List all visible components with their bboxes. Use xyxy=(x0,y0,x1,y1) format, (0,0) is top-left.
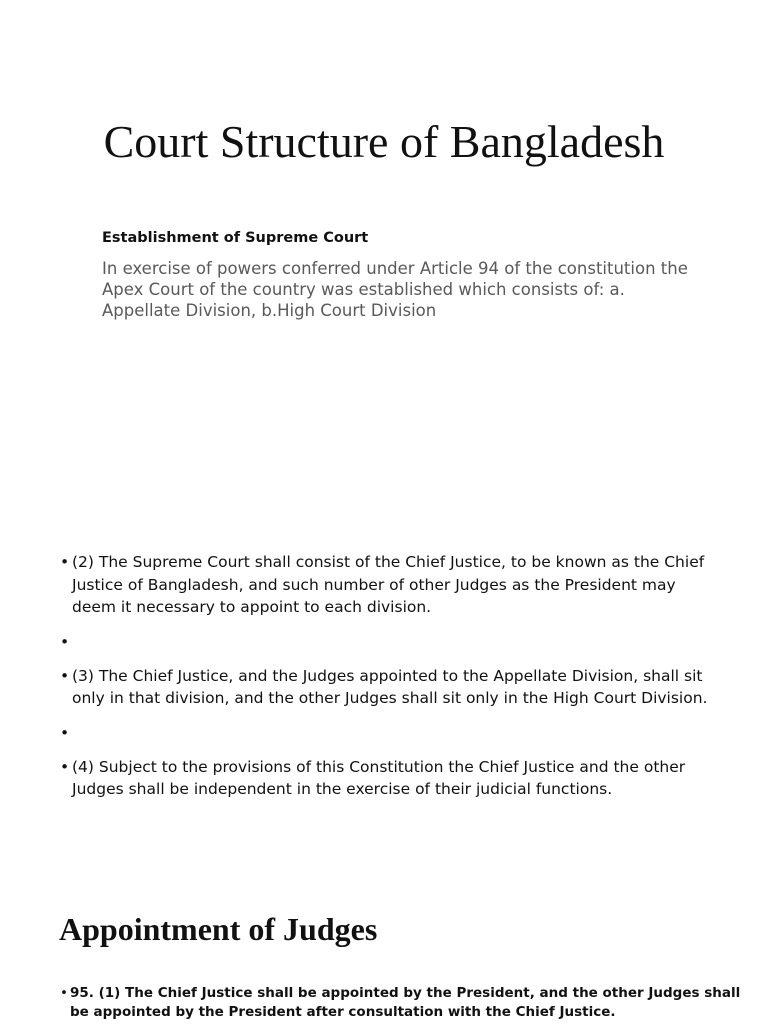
slide-title: Court Structure of Bangladesh xyxy=(103,116,665,167)
subtitle-text: In exercise of powers conferred under Article 94 of the constitution the Apex Court of the country was established which consists of: a. Appellate Division, b.High Court Division xyxy=(102,259,688,320)
section-title: Appointment of Judges xyxy=(59,911,378,947)
bullet-item xyxy=(60,551,720,619)
bullet-marker: • xyxy=(60,985,68,1001)
subtitle-heading: Establishment of Supreme Court xyxy=(102,230,369,246)
bullet-item xyxy=(60,984,750,1022)
bullet-item xyxy=(60,665,720,710)
bullet-text: 95. (1) The Chief Justice shall be appointed by the President, and the other Judges shall be appointed by the President after consultation with the Chief Justice. xyxy=(70,985,741,1020)
bullet-item-empty xyxy=(60,722,720,744)
bullet-marker: • xyxy=(60,757,70,776)
bullet-item xyxy=(60,756,720,801)
bullet-item-empty xyxy=(60,631,720,653)
bullet-marker: • xyxy=(60,632,70,651)
bullet-text: (3) The Chief Justice, and the Judges appointed to the Appellate Division, shall sit only in that division, and the other Judges shall sit only in the High Court Division. xyxy=(72,666,708,707)
bullet-text: (4) Subject to the provisions of this Constitution the Chief Justice and the other Judges shall be independent in the exercise of their judicial functions. xyxy=(72,757,686,798)
bullet-marker: • xyxy=(60,553,70,571)
bullet-text: (2) The Supreme Court shall consist of the Chief Justice, to be known as the Chief Justice of Bangladesh, and such number of other Judges as the President may deem it necessary to appoint to each division. xyxy=(72,553,705,616)
bullet-marker: • xyxy=(60,723,70,742)
bullet-list xyxy=(60,551,720,813)
bullet-marker: • xyxy=(60,666,70,685)
appointment-bullet-list xyxy=(60,984,750,1022)
